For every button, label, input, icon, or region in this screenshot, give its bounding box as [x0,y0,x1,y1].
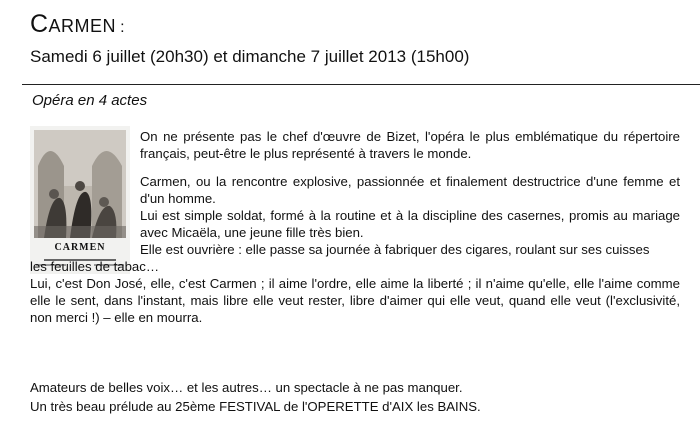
paragraph-him: Lui est simple soldat, formé à la routine et à la discipline des casernes, promis au mariage avec Micaëla, une jeune fille très bien. [140,208,680,240]
title-colon: : [120,19,126,36]
description [30,128,680,326]
page-title [30,10,125,39]
closing [30,378,481,416]
performance-dates: Samedi 6 juillet (20h30) et dimanche 7 juillet 2013 (15h00) [30,47,470,66]
title-text: Carmen [30,10,117,38]
subtitle: Opéra en 4 actes [32,92,148,109]
closing-line-2: Un très beau prélude au 25ème FESTIVAL de l'OPERETTE d'AIX les BAINS. [30,399,481,414]
paragraph-story: Lui, c'est Don José, elle, c'est Carmen ; il aime l'ordre, elle aime la liberté ; il n'aime qu'elle, elle l'aime comme elle le sent, dans l'instant, mais libre elle veut rester, libre d'aimer qui elle veut, quand elle veut (l'exclusivité, non merci !) – elle en mourra. [30,276,680,325]
paragraph-intro: On ne présente pas le chef d'œuvre de Bizet, l'opéra le plus emblématique du répertoire français, peut-être le plus représenté à travers le monde. [140,129,680,161]
paragraph-theme: Carmen, ou la rencontre explosive, passionnée et finalement destructrice d'une femme et d'un homme. [140,174,680,206]
paragraph-her-end: les feuilles de tabac… [30,259,160,274]
closing-line-1: Amateurs de belles voix… et les autres… un spectacle à ne pas manquer. [30,380,463,395]
divider [22,84,700,85]
poster-caption: CARMEN [54,242,106,253]
paragraph-her: Elle est ouvrière : elle passe sa journée à fabriquer des cigares, roulant sur ses cuisses [140,242,650,257]
